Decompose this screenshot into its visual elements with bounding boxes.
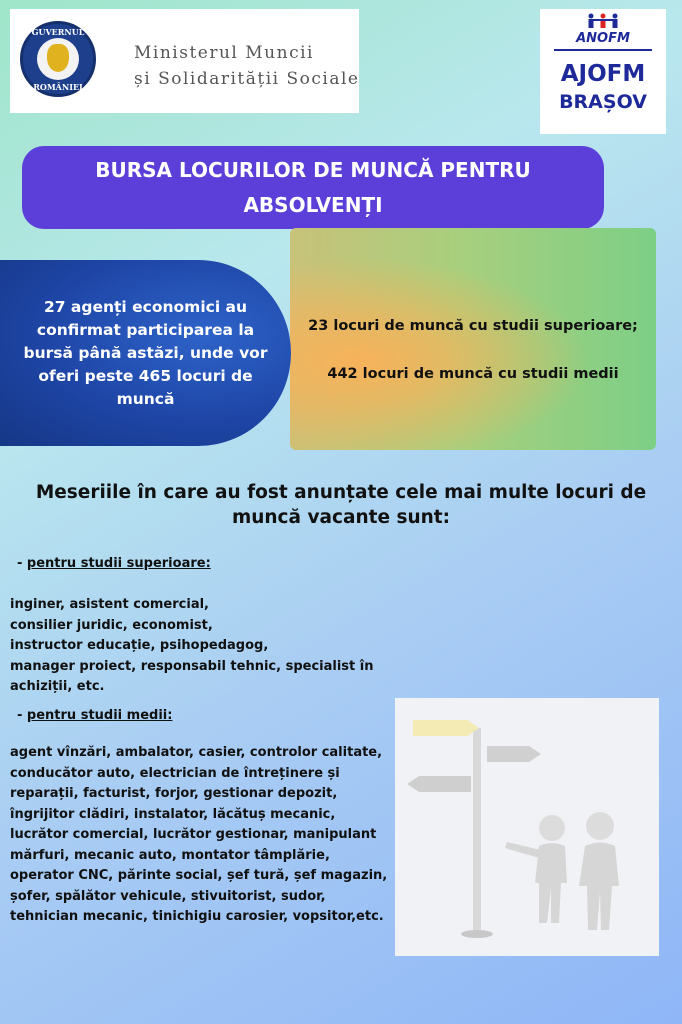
info-text: 27 agenți economici au confirmat participarea la bursă până astăzi, unde vor oferi peste 465 locuri de muncă bbox=[23, 297, 268, 408]
medium-section-label bbox=[17, 708, 172, 723]
stat-medium-jobs: 442 locuri de muncă cu studii medii bbox=[327, 366, 619, 382]
ajofm-logo bbox=[540, 9, 666, 134]
ajofm-label: AJOFM bbox=[560, 61, 646, 87]
superior-jobs-list bbox=[10, 595, 400, 698]
list-item: instructor educație, psihopedagog, bbox=[10, 638, 269, 653]
medium-prefix: - bbox=[17, 708, 27, 723]
list-item: manager proiect, responsabil tehnic, specialist în achiziții, etc. bbox=[10, 658, 374, 694]
title-banner bbox=[22, 146, 604, 229]
stats-panel bbox=[290, 228, 656, 450]
seal-text-bottom: ROMÂNIEI bbox=[33, 82, 83, 92]
superior-label-text: pentru studii superioare: bbox=[26, 556, 211, 571]
logo-divider bbox=[554, 49, 652, 51]
info-pill bbox=[0, 260, 291, 446]
anofm-label: ANOFM bbox=[576, 31, 630, 46]
medium-jobs-list: agent vînzări, ambalator, casier, controlor calitate, conducător auto, electrician de întreținere și reparații, facturist, forjor, gestionar depozit, îngrijitor clădiri, instalator, lăcătuș mecanic, lucrător comercial, lucrător gestionar, manipulant mărfuri, mecanic auto, montator tâmplărie, operator CNC, părinte social, șef tură, șef magazin, șofer, spălător vehicule, stivuitorist, sudor, tehnician mecanic, tinichigiu carosier, vopsitor,etc. bbox=[10, 745, 388, 924]
list-item: inginer, asistent comercial, bbox=[10, 597, 209, 612]
seal-text-top: GUVERNUL bbox=[31, 27, 85, 37]
superior-prefix: - bbox=[17, 556, 27, 571]
signpost-people-icon bbox=[395, 698, 659, 956]
government-seal-icon bbox=[20, 21, 96, 97]
eagle-icon bbox=[47, 44, 69, 72]
ministry-line-2: și Solidarității Sociale bbox=[134, 69, 360, 89]
ministry-line-1: Ministerul Muncii bbox=[134, 43, 314, 63]
medium-label-text: pentru studii medii: bbox=[26, 708, 173, 723]
jobs-heading: Meseriile în care au fost anunțate cele mai multe locuri de muncă vacante sunt: bbox=[35, 482, 647, 528]
city-label: BRAȘOV bbox=[559, 91, 647, 113]
people-icon bbox=[586, 13, 620, 29]
ministry-name bbox=[134, 40, 359, 92]
ministry-logo bbox=[10, 9, 359, 113]
signpost-illustration bbox=[395, 698, 659, 956]
superior-section-label bbox=[17, 556, 211, 571]
list-item: consilier juridic, economist, bbox=[10, 617, 213, 633]
stat-superior-jobs: 23 locuri de muncă cu studii superioare; bbox=[308, 318, 638, 334]
page-title: BURSA LOCURILOR DE MUNCĂ PENTRU ABSOLVENȚI bbox=[95, 157, 531, 217]
